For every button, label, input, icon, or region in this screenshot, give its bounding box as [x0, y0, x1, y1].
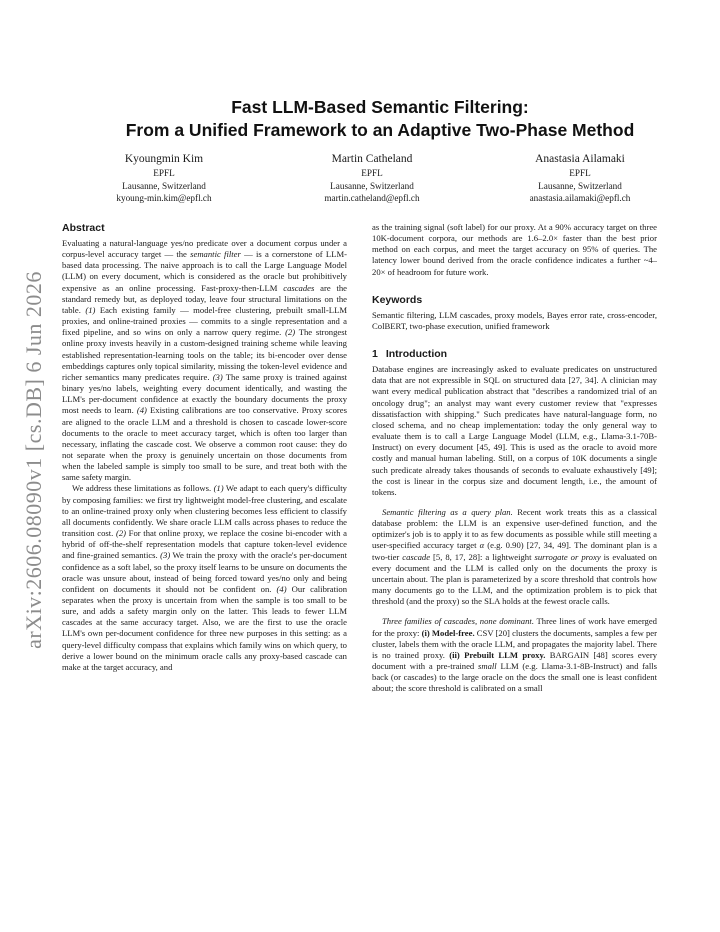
author-name: Anastasia Ailamaki — [535, 153, 625, 165]
arxiv-identifier-text: arXiv:2606.08090v1 [cs.DB] 6 Jun 2026 — [21, 271, 46, 649]
abstract-paragraph-1: Evaluating a natural-language yes/no predicate over a document corpus under a corpus-level accuracy target — the semantic filter — is a cornerstone of LLM-based data processing. The naive approach is to call the Large Language Model (LLM) on every document, which is considered as the oracle but prohibitively expensive as an online processing. Fast-proxy-then-LLM cascades are the standard remedy but, as deployed today, leave four structural limitations on the table. (1) Each existing family — model-free clustering, prebuilt small-LLM proxies, and online-trained proxies — commits to a single representation and a fixed pipeline, and so wins on only a narrow query regime. (2) The strongest online proxy invests heavily in a custom-designed training scheme while leaving established representation-learning tools on the table; its bi-encoder over dense embeddings captures only topical similarity, missing the token-level evidence and richer semantics many predicates require. (3) The same proxy is trained against binary yes/no labels, weighting every document identically, and wasting the LLM's per-document confidence at exactly the boundary documents the proxy most needs to learn. (4) Existing calibrations are too conservative. Proxy scores are aligned to the oracle LLM and a threshold is chosen to cascade lower-score documents to the oracle to meet accuracy target, which is often too larger than necessary, inflating the cascade cost. We observe a common root cause: they do not separate when the proxy is genuinely uncertain on those documents from when the labeled sample is simply too small to be sure, and treat both with the same safety margin. — [62, 238, 348, 483]
abstract-paragraph-2: We address these limitations as follows. (1) We adapt to each query's difficulty by composing families: we first try lightweight model-free clustering, and escalate to an online-trained proxy only when clustering becomes less efficient to classify all documents confidently. We share oracle LLM calls across phases to reduce the transition cost. (2) For that online proxy, we replace the cosine bi-encoder with a hybrid of off-the-shelf representation models that capture token-level evidence and fine-grained semantics. (3) We train the proxy with the oracle's per-document confidence as a soft label, so the proxy itself learns to be unsure on documents the oracle was unsure about, instead of being forced toward yes/no only and being confident on documents it should not be confident on. (4) Our calibration separates when the proxy is uncertain from when the sample is too small to be sure, and adds a safety margin only on the latter. This leads to fewer LLM cascades at the same accuracy target. Also, we are the first to use the oracle LLM's own per-document confidence for three new purposes in this setting: as a query-level difficulty compass that explains which family wins on which query, to derive a lower bound on the minimum oracle calls any proxy-based cascade can make at the target accuracy, and — [62, 483, 348, 672]
author-location: Lausanne, Switzerland — [330, 180, 414, 191]
introduction-paragraph-3: Three families of cascades, none dominant. Three lines of work have emerged for the proxy: (i) Model-free. CSV [20] clusters the documents, samples a few per cluster, labels them with the oracle LLM, and propagates the majority label. There is no trained proxy. (ii) Prebuilt LLM proxy. BARGAIN [48] scores every document with a pre-trained small LLM (e.g. Llama-3.1-8B-Instruct) and falls back (or cascades) to the large oracle on the docs the small one is least confident about; the score threshold is calibrated on a small — [372, 616, 658, 694]
author-name: Kyoungmin Kim — [124, 153, 204, 165]
author-1 — [64, 152, 264, 205]
right-column — [372, 222, 657, 694]
author-affiliation: EPFL — [569, 168, 591, 178]
keywords-heading: Keywords — [372, 293, 423, 306]
abstract-paragraph-2-continued: as the training signal (soft label) for our proxy. At a 90% accuracy target on three 10K-document corpora, our methods are 1.6–2.0× faster than the best prior method on each corpus, and meet the target accuracy on 95% of queries. The latency lower bound derived from the oracle confidence indicates a further ~4–20× of headroom for future work. — [372, 222, 657, 277]
paper-title — [60, 96, 700, 142]
introduction-paragraph-2: Semantic filtering as a query plan. Recent work treats this as a classical database problem: the LLM is an expensive user-defined function, and the optimizer's job is to apply it to as few documents as possible while still meeting a user-specified accuracy target α (e.g. 0.90) [27, 34, 49]. The dominant plan is a two-tier cascade [5, 8, 17, 28]: a lightweight surrogate or proxy is evaluated on every document and the LLM is called only on the documents the proxy is uncertain about. The plan is parameterized by a score threshold that controls how many documents go to the LLM, and the optimization problem is to pick that threshold (and the proxy) so the SLA holds at the fewest oracle calls. — [372, 506, 657, 607]
author-email: kyoung-min.kim@epfl.ch — [116, 193, 212, 203]
author-affiliation: EPFL — [153, 168, 175, 178]
author-block — [64, 152, 680, 205]
author-email: martin.catheland@epfl.ch — [324, 193, 420, 203]
author-3 — [480, 152, 680, 205]
author-location: Lausanne, Switzerland — [538, 180, 622, 191]
arxiv-identifier — [14, 250, 54, 670]
introduction-heading: 1 Introduction — [372, 348, 448, 361]
keywords-text: Semantic filtering, LLM cascades, proxy models, Bayes error rate, cross-encoder, ColBERT, two-phase execution, unified framework — [372, 309, 657, 331]
author-affiliation: EPFL — [361, 168, 383, 178]
paper-title-line-1: Fast LLM-Based Semantic Filtering: — [231, 97, 529, 117]
author-email: anastasia.ailamaki@epfl.ch — [529, 193, 631, 203]
author-name: Martin Catheland — [331, 153, 413, 165]
introduction-paragraph-1: Database engines are increasingly asked to evaluate predicates on unstructured data that are not expressible in SQL on structured data [27, 34]. A clinician may want every medical publication abstract that "describes a randomized trial of an oncology drug"; an analyst may want every customer review that "expresses dissatisfaction with shipping." Such predicates have natural-language form, no closed schema, and no cheap implementation: today the only general way to evaluate them is to call a Large Language Model (LLM, e.g., Llama-3.1-70B-Instruct) on every document [45, 49]. This is used as the oracle to avoid more costly and manual human labeling. Still, on a corpus of 10K documents a single such predicate already takes thousands of seconds to evaluate exhaustively [49]; the cost is linear in the corpus size and document length, i.e., the amount of tokens. — [372, 364, 657, 497]
author-location: Lausanne, Switzerland — [122, 180, 206, 191]
author-2 — [272, 152, 472, 205]
left-column — [62, 222, 347, 673]
paper-title-line-2: From a Unified Framework to an Adaptive Two-Phase Method — [125, 120, 635, 140]
abstract-heading: Abstract — [62, 222, 105, 234]
